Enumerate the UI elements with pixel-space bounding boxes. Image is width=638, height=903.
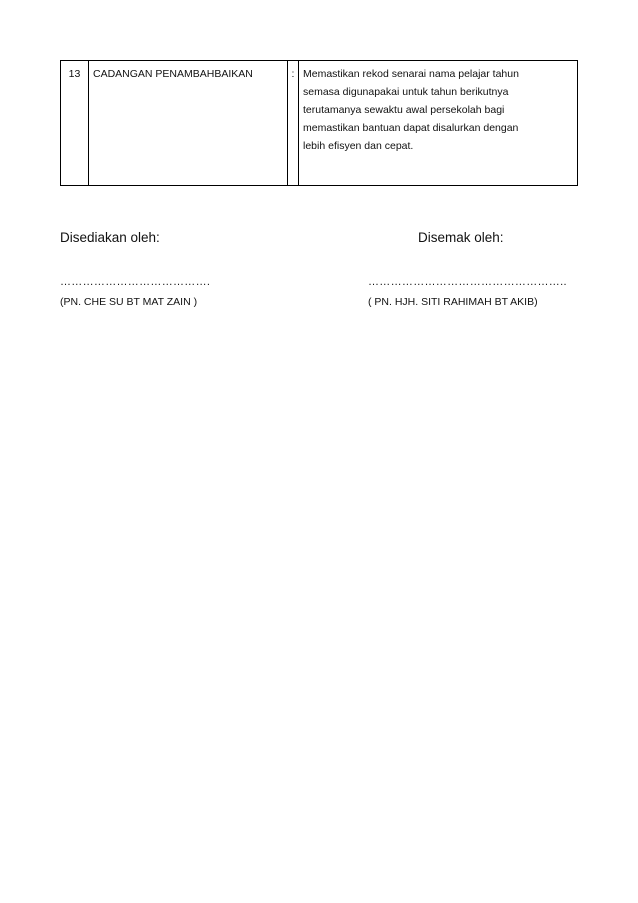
prepared-by-heading: Disediakan oleh:: [60, 230, 160, 245]
row-number: 13: [61, 61, 89, 186]
table-row: [61, 61, 578, 186]
report-table: [60, 60, 578, 186]
checked-by-name-block: [368, 296, 538, 308]
checked-by-name: ( PN. HJH. SITI RAHIMAH BT AKIB): [368, 296, 538, 308]
description-line: terutamanya sewaktu awal persekolah bagi: [303, 104, 505, 116]
row-colon: :: [288, 61, 299, 186]
description-line: lebih efisyen dan cepat.: [303, 140, 414, 152]
description-line: Memastikan rekod senarai nama pelajar tahun: [303, 68, 519, 80]
description-line: memastikan bantuan dapat disalurkan dengan: [303, 122, 519, 134]
signature-dots: ……………………………………………..: [368, 276, 567, 288]
row-description: [299, 61, 578, 186]
checked-by-heading: Disemak oleh:: [418, 230, 504, 245]
checked-by-block: [418, 230, 504, 245]
description-line: semasa digunapakai untuk tahun berikutnya: [303, 86, 509, 98]
prepared-by-signature-line: [60, 276, 210, 288]
checked-by-signature-line: [368, 276, 567, 288]
signature-dots: ………………………………….: [60, 276, 211, 288]
prepared-by-name-block: [60, 296, 197, 308]
row-label: CADANGAN PENAMBAHBAIKAN: [89, 61, 288, 186]
prepared-by-name: (PN. CHE SU BT MAT ZAIN ): [60, 296, 198, 308]
prepared-by-block: [60, 230, 160, 245]
